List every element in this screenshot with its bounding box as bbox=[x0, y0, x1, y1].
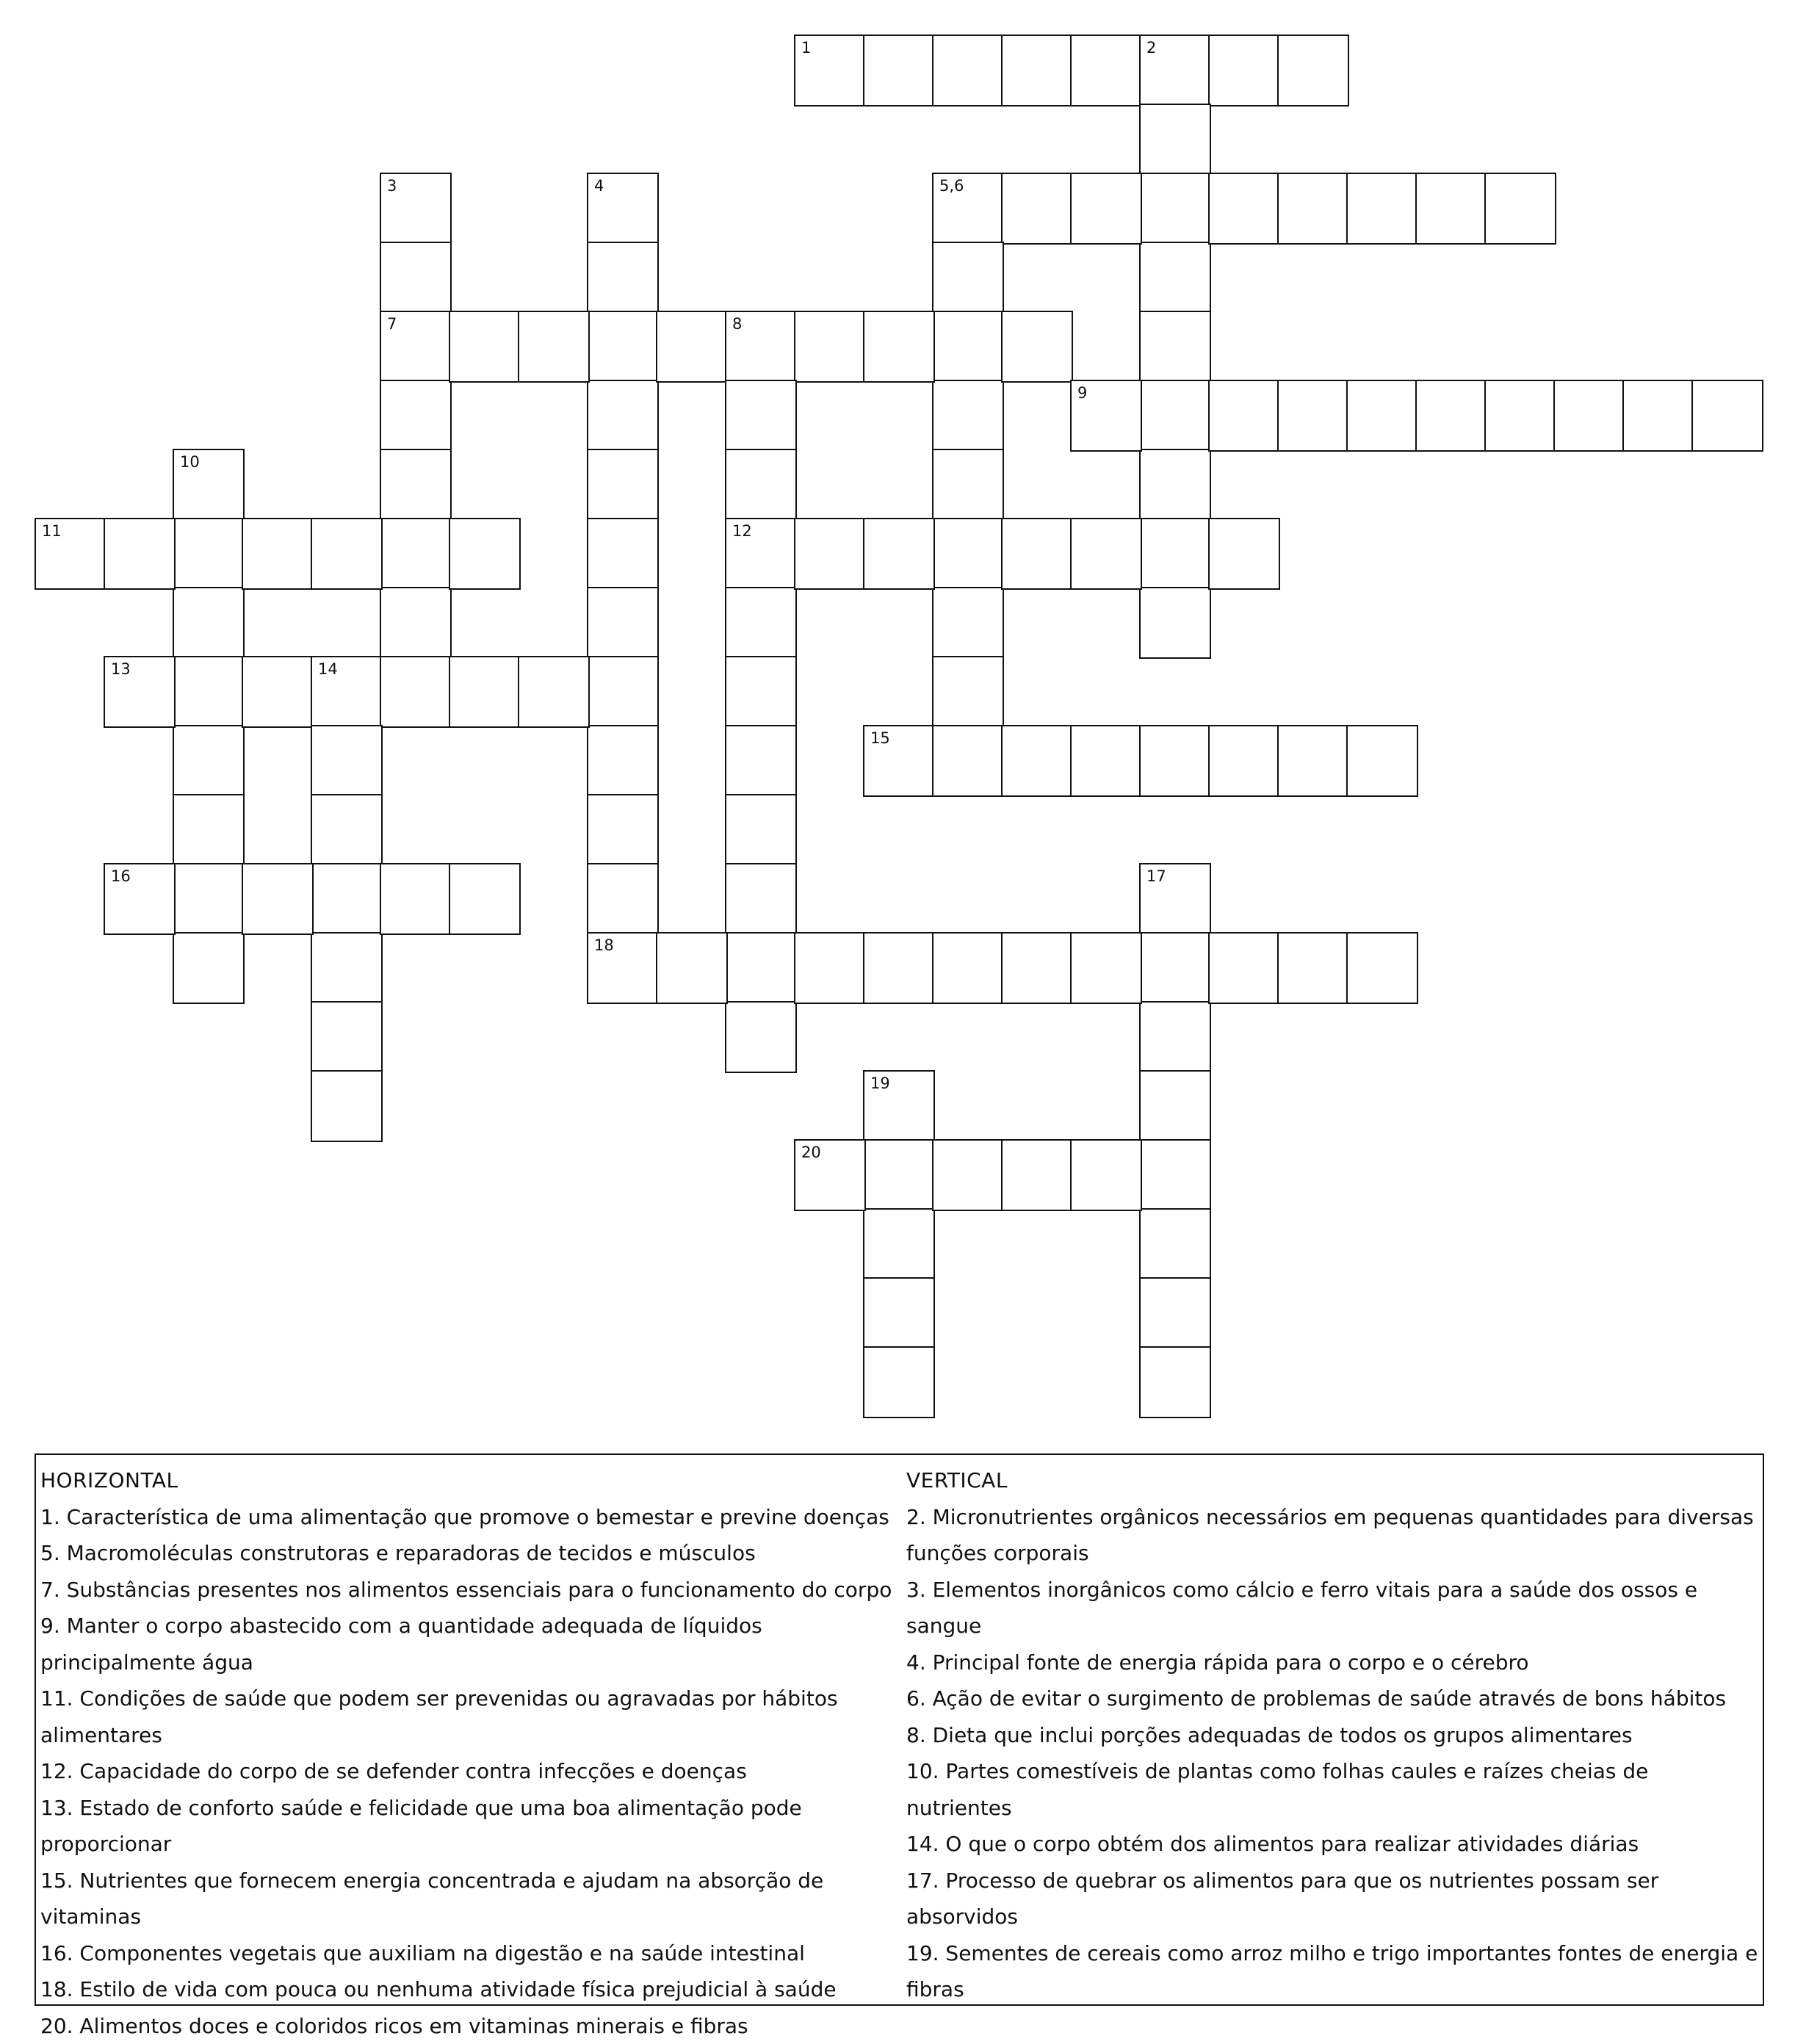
clue-v17: 17. Processo de quebrar os alimentos para que os nutrientes possam ser absorvidos bbox=[906, 1863, 1758, 1935]
grid-cell[interactable] bbox=[311, 1001, 383, 1073]
clue-v19: 19. Sementes de cereais como arroz milho e trigo importantes fontes de energia e fibras bbox=[906, 1935, 1758, 2008]
grid-cell[interactable] bbox=[1001, 518, 1073, 590]
clue-number: 9 bbox=[1077, 384, 1087, 402]
grid-cell[interactable] bbox=[932, 932, 1004, 1004]
grid-cell[interactable] bbox=[1208, 932, 1280, 1004]
grid-cell[interactable] bbox=[104, 863, 176, 935]
grid-cell[interactable] bbox=[173, 587, 245, 659]
grid-cell[interactable] bbox=[932, 1139, 1004, 1211]
grid-cell[interactable] bbox=[587, 794, 659, 866]
grid-cell[interactable] bbox=[1139, 587, 1211, 659]
grid-cell[interactable] bbox=[1208, 725, 1280, 797]
grid-cell[interactable] bbox=[587, 863, 659, 935]
clue-number: 20 bbox=[801, 1144, 821, 1161]
grid-cell[interactable] bbox=[932, 173, 1004, 245]
grid-cell[interactable] bbox=[863, 1139, 935, 1211]
clue-number: 2 bbox=[1146, 39, 1156, 57]
grid-cell[interactable] bbox=[518, 311, 590, 383]
grid-cell[interactable] bbox=[587, 932, 659, 1004]
grid-cell[interactable] bbox=[863, 35, 935, 106]
clue-number: 1 bbox=[801, 39, 811, 57]
grid-cell[interactable] bbox=[863, 311, 935, 383]
grid-cell[interactable] bbox=[1208, 173, 1280, 245]
grid-cell[interactable] bbox=[173, 518, 245, 590]
grid-cell[interactable] bbox=[1139, 173, 1211, 245]
clue-h13: 13. Estado de conforto saúde e felicidade que uma boa alimentação pode proporcionar bbox=[40, 1790, 892, 1863]
grid-cell[interactable] bbox=[1553, 380, 1625, 452]
grid-cell[interactable] bbox=[725, 1001, 797, 1073]
grid-cell[interactable] bbox=[173, 725, 245, 797]
horizontal-heading: HORIZONTAL bbox=[40, 1462, 892, 1499]
grid-cell[interactable] bbox=[587, 173, 659, 245]
grid-cell[interactable] bbox=[1070, 518, 1142, 590]
grid-cell[interactable] bbox=[380, 863, 452, 935]
grid-cell[interactable] bbox=[1139, 104, 1211, 176]
grid-cell[interactable] bbox=[380, 587, 452, 659]
clue-h7: 7. Substâncias presentes nos alimentos essenciais para o funcionamento do corpo bbox=[40, 1572, 892, 1608]
grid-cell[interactable] bbox=[1484, 173, 1556, 245]
grid-cell[interactable] bbox=[449, 656, 521, 728]
grid-cell[interactable] bbox=[932, 656, 1004, 728]
clue-number: 4 bbox=[594, 177, 604, 195]
grid-cell[interactable] bbox=[311, 656, 383, 728]
grid-cell[interactable] bbox=[1277, 35, 1349, 106]
grid-cell[interactable] bbox=[380, 449, 452, 521]
grid-cell[interactable] bbox=[863, 725, 935, 797]
grid-cell[interactable] bbox=[311, 1070, 383, 1142]
clue-number: 18 bbox=[594, 936, 614, 954]
grid-cell[interactable] bbox=[1139, 35, 1211, 106]
grid-cell[interactable] bbox=[932, 35, 1004, 106]
grid-cell[interactable] bbox=[1070, 1139, 1142, 1211]
clue-h11: 11. Condições de saúde que podem ser prevenidas ou agravadas por hábitos alimentares bbox=[40, 1680, 892, 1753]
clue-number: 13 bbox=[111, 660, 131, 678]
grid-cell[interactable] bbox=[1070, 932, 1142, 1004]
clue-number: 5,6 bbox=[939, 177, 964, 195]
grid-cell[interactable] bbox=[449, 311, 521, 383]
clue-h15: 15. Nutrientes que fornecem energia concentrada e ajudam na absorção de vitaminas bbox=[40, 1863, 892, 1935]
clue-number: 14 bbox=[318, 660, 338, 678]
grid-cell[interactable] bbox=[1139, 1277, 1211, 1349]
grid-cell[interactable] bbox=[1139, 1139, 1211, 1211]
grid-cell[interactable] bbox=[587, 449, 659, 521]
clue-number: 12 bbox=[732, 522, 752, 540]
grid-cell[interactable] bbox=[1415, 173, 1487, 245]
grid-cell[interactable] bbox=[380, 311, 452, 383]
grid-cell[interactable] bbox=[794, 35, 866, 106]
clue-v10: 10. Partes comestíveis de plantas como folhas caules e raízes cheias de nutrientes bbox=[906, 1753, 1758, 1826]
grid-cell[interactable] bbox=[1346, 380, 1418, 452]
clue-v8: 8. Dieta que inclui porções adequadas de todos os grupos alimentares bbox=[906, 1717, 1758, 1754]
grid-cell[interactable] bbox=[311, 932, 383, 1004]
clue-h9: 9. Manter o corpo abastecido com a quantidade adequada de líquidos principalmente água bbox=[40, 1608, 892, 1680]
grid-cell[interactable] bbox=[1277, 725, 1349, 797]
grid-cell[interactable] bbox=[311, 725, 383, 797]
grid-cell[interactable] bbox=[380, 173, 452, 245]
grid-cell[interactable] bbox=[380, 518, 452, 590]
grid-cell[interactable] bbox=[1622, 380, 1694, 452]
horizontal-clues-column bbox=[40, 1462, 892, 2044]
grid-cell[interactable] bbox=[104, 518, 176, 590]
grid-cell[interactable] bbox=[1139, 380, 1211, 452]
grid-cell[interactable] bbox=[1346, 932, 1418, 1004]
grid-cell[interactable] bbox=[1208, 380, 1280, 452]
grid-cell[interactable] bbox=[1139, 449, 1211, 521]
grid-cell[interactable] bbox=[1208, 518, 1280, 590]
clue-h1: 1. Característica de uma alimentação que promove o bemestar e previne doenças bbox=[40, 1499, 892, 1536]
grid-cell[interactable] bbox=[1139, 863, 1211, 935]
grid-cell[interactable] bbox=[794, 518, 866, 590]
grid-cell[interactable] bbox=[725, 311, 797, 383]
grid-cell[interactable] bbox=[173, 863, 245, 935]
grid-cell[interactable] bbox=[1208, 35, 1280, 106]
grid-cell[interactable] bbox=[863, 518, 935, 590]
grid-cell[interactable] bbox=[1070, 725, 1142, 797]
grid-cell[interactable] bbox=[1139, 242, 1211, 314]
clue-v6: 6. Ação de evitar o surgimento de problemas de saúde através de bons hábitos bbox=[906, 1680, 1758, 1717]
grid-cell[interactable] bbox=[725, 518, 797, 590]
grid-cell[interactable] bbox=[1001, 311, 1073, 383]
grid-cell[interactable] bbox=[35, 518, 106, 590]
grid-cell[interactable] bbox=[242, 863, 314, 935]
grid-cell[interactable] bbox=[932, 380, 1004, 452]
clue-number: 7 bbox=[387, 315, 397, 333]
grid-cell[interactable] bbox=[104, 656, 176, 728]
clue-v2: 2. Micronutrientes orgânicos necessários em pequenas quantidades para diversas funções corporais bbox=[906, 1499, 1758, 1572]
grid-cell[interactable] bbox=[1001, 1139, 1073, 1211]
grid-cell[interactable] bbox=[1001, 173, 1073, 245]
grid-cell[interactable] bbox=[932, 242, 1004, 314]
grid-cell[interactable] bbox=[1277, 380, 1349, 452]
grid-cell[interactable] bbox=[725, 380, 797, 452]
grid-cell[interactable] bbox=[173, 932, 245, 1004]
grid-cell[interactable] bbox=[1001, 932, 1073, 1004]
grid-cell[interactable] bbox=[656, 311, 728, 383]
grid-cell[interactable] bbox=[1070, 35, 1142, 106]
grid-cell[interactable] bbox=[242, 656, 314, 728]
clue-h12: 12. Capacidade do corpo de se defender contra infecções e doenças bbox=[40, 1753, 892, 1790]
grid-cell[interactable] bbox=[173, 794, 245, 866]
vertical-heading: VERTICAL bbox=[906, 1462, 1758, 1499]
clue-v3: 3. Elementos inorgânicos como cálcio e ferro vitais para a saúde dos ossos e sangue bbox=[906, 1572, 1758, 1644]
grid-cell[interactable] bbox=[449, 863, 521, 935]
grid-cell[interactable] bbox=[380, 380, 452, 452]
grid-cell[interactable] bbox=[1277, 932, 1349, 1004]
grid-cell[interactable] bbox=[587, 725, 659, 797]
grid-cell[interactable] bbox=[380, 242, 452, 314]
grid-cell[interactable] bbox=[173, 656, 245, 728]
grid-cell[interactable] bbox=[1277, 173, 1349, 245]
clue-v4: 4. Principal fonte de energia rápida para o corpo e o cérebro bbox=[906, 1644, 1758, 1681]
grid-cell[interactable] bbox=[932, 518, 1004, 590]
grid-cell[interactable] bbox=[587, 656, 659, 728]
grid-cell[interactable] bbox=[1139, 932, 1211, 1004]
grid-cell[interactable] bbox=[863, 1346, 935, 1418]
grid-cell[interactable] bbox=[725, 863, 797, 935]
grid-cell[interactable] bbox=[449, 518, 521, 590]
grid-cell[interactable] bbox=[725, 932, 797, 1004]
grid-cell[interactable] bbox=[1070, 173, 1142, 245]
grid-cell[interactable] bbox=[656, 932, 728, 1004]
grid-cell[interactable] bbox=[587, 311, 659, 383]
grid-cell[interactable] bbox=[242, 518, 314, 590]
grid-cell[interactable] bbox=[587, 242, 659, 314]
grid-cell[interactable] bbox=[932, 449, 1004, 521]
clue-h16: 16. Componentes vegetais que auxiliam na digestão e na saúde intestinal bbox=[40, 1935, 892, 1972]
grid-cell[interactable] bbox=[863, 932, 935, 1004]
grid-cell[interactable] bbox=[932, 587, 1004, 659]
grid-cell[interactable] bbox=[1001, 35, 1073, 106]
clue-number: 15 bbox=[870, 729, 890, 747]
vertical-clues-column bbox=[906, 1462, 1758, 2008]
clue-number: 17 bbox=[1146, 867, 1166, 885]
clue-number: 19 bbox=[870, 1075, 890, 1092]
clue-h20: 20. Alimentos doces e coloridos ricos em vitaminas minerais e fibras bbox=[40, 2008, 892, 2044]
grid-cell[interactable] bbox=[1139, 1070, 1211, 1142]
clue-number: 11 bbox=[42, 522, 62, 540]
grid-cell[interactable] bbox=[794, 932, 866, 1004]
grid-cell[interactable] bbox=[725, 587, 797, 659]
grid-cell[interactable] bbox=[1139, 311, 1211, 383]
clue-h18: 18. Estilo de vida com pouca ou nenhuma atividade física prejudicial à saúde bbox=[40, 1971, 892, 2008]
grid-cell[interactable] bbox=[587, 380, 659, 452]
grid-cell[interactable] bbox=[1346, 725, 1418, 797]
grid-cell[interactable] bbox=[587, 518, 659, 590]
grid-cell[interactable] bbox=[311, 794, 383, 866]
grid-cell[interactable] bbox=[1001, 725, 1073, 797]
grid-cell[interactable] bbox=[794, 311, 866, 383]
clue-number: 16 bbox=[111, 867, 131, 885]
grid-cell[interactable] bbox=[863, 1208, 935, 1280]
grid-cell[interactable] bbox=[863, 1070, 935, 1142]
grid-cell[interactable] bbox=[1070, 380, 1142, 452]
clue-v14: 14. O que o corpo obtém dos alimentos para realizar atividades diárias bbox=[906, 1826, 1758, 1863]
clue-number: 10 bbox=[180, 453, 200, 471]
grid-cell[interactable] bbox=[311, 518, 383, 590]
clue-number: 3 bbox=[387, 177, 397, 195]
grid-cell[interactable] bbox=[1139, 518, 1211, 590]
grid-cell[interactable] bbox=[932, 725, 1004, 797]
grid-cell[interactable] bbox=[1139, 1208, 1211, 1280]
grid-cell[interactable] bbox=[173, 449, 245, 521]
grid-cell[interactable] bbox=[863, 1277, 935, 1349]
grid-cell[interactable] bbox=[518, 656, 590, 728]
grid-cell[interactable] bbox=[932, 311, 1004, 383]
clue-number: 8 bbox=[732, 315, 742, 333]
grid-cell[interactable] bbox=[1691, 380, 1763, 452]
clue-box bbox=[35, 1453, 1764, 2006]
grid-cell[interactable] bbox=[725, 449, 797, 521]
grid-cell[interactable] bbox=[380, 656, 452, 728]
clue-h5: 5. Macromoléculas construtoras e reparadoras de tecidos e músculos bbox=[40, 1535, 892, 1572]
grid-cell[interactable] bbox=[1139, 1346, 1211, 1418]
grid-cell[interactable] bbox=[1415, 380, 1487, 452]
grid-cell[interactable] bbox=[1139, 1001, 1211, 1073]
grid-cell[interactable] bbox=[587, 587, 659, 659]
grid-cell[interactable] bbox=[311, 863, 383, 935]
grid-cell[interactable] bbox=[1139, 725, 1211, 797]
grid-cell[interactable] bbox=[1346, 173, 1418, 245]
grid-cell[interactable] bbox=[725, 794, 797, 866]
grid-cell[interactable] bbox=[1484, 380, 1556, 452]
grid-cell[interactable] bbox=[725, 725, 797, 797]
grid-cell[interactable] bbox=[725, 656, 797, 728]
grid-cell[interactable] bbox=[794, 1139, 866, 1211]
